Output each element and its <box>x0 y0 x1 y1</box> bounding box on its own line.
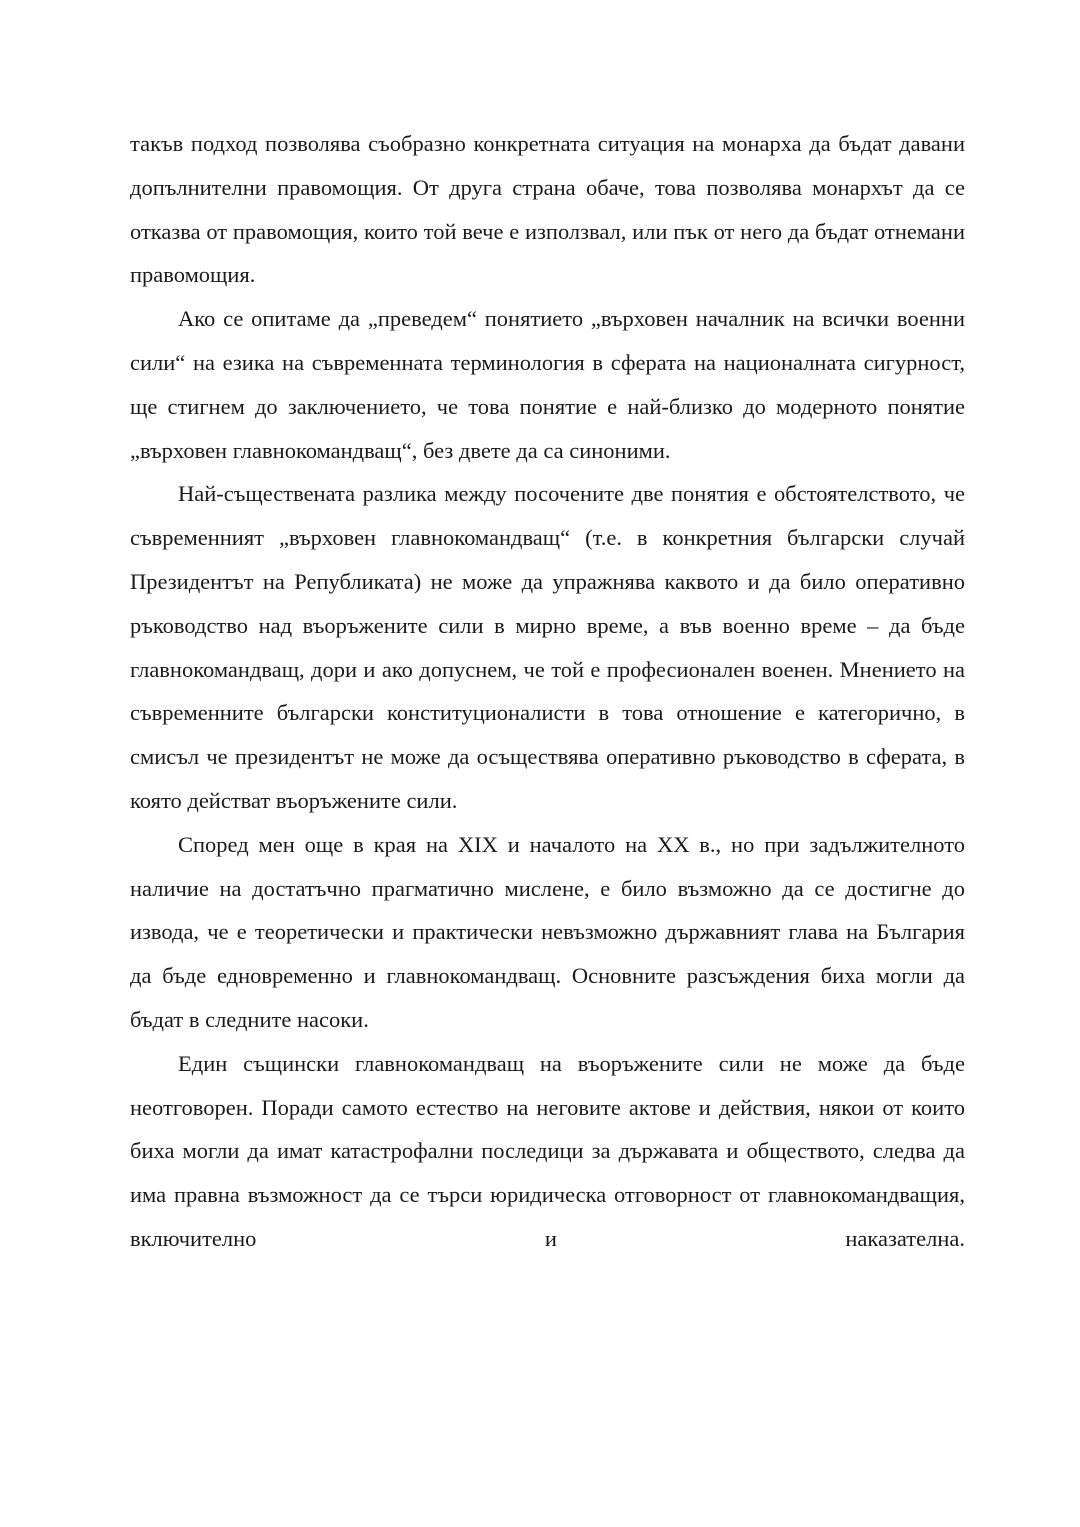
paragraph-5: Един същински главнокомандващ на въоръжените сили не може да бъде неотговорен. Поради самото естество на неговите актове и действия, някои от които биха могли да имат катастрофални последици за държавата и обществото, следва да има правна възможност да се търси юридическа отговорност от главнокомандващия, включително и наказателна. <box>130 1050 965 1251</box>
paragraph-3: Най-съществената разлика между посочените две понятия е обстоятелството, че съвременният „върховен главнокомандващ“ (т.е. в конкретния български случай Президентът на Републиката) не може да упражнява каквото и да било оперативно ръководство над въоръжените сили в мирно време, а във военно време – да бъде главнокомандващ, дори и ако допуснем, че той е професионален военен. Мнението на съвременните български конституционалисти в това отношение е категорично, в смисъл че президентът не може да осъществява оперативно ръководство в сферата, в която действат въоръжените сили. <box>130 481 965 813</box>
document-body <box>130 122 965 1261</box>
paragraph-1: такъв подход позволява съобразно конкретната ситуация на монарха да бъдат давани допълнителни правомощия. От друга страна обаче, това позволява монархът да се отказва от правомощия, които той вече е използвал, или пък от него да бъдат отнемани правомощия. <box>130 131 965 288</box>
paragraph-2: Ако се опитаме да „преведем“ понятието „върховен началник на всички военни сили“ на езика на съвременната терминология в сферата на националната сигурност, ще стигнем до заключението, че това понятие е най-близко до модерното понятие „върховен главнокомандващ“, без двете да са синоними. <box>130 306 965 463</box>
paragraph-4: Според мен още в края на XIX и началото на XX в., но при задължителното наличие на достатъчно прагматично мислене, е било възможно да се достигне до извода, че е теоретически и практически невъзможно държавният глава на България да бъде едновременно и главнокомандващ. Основните разсъждения биха могли да бъдат в следните насоки. <box>130 831 965 1032</box>
